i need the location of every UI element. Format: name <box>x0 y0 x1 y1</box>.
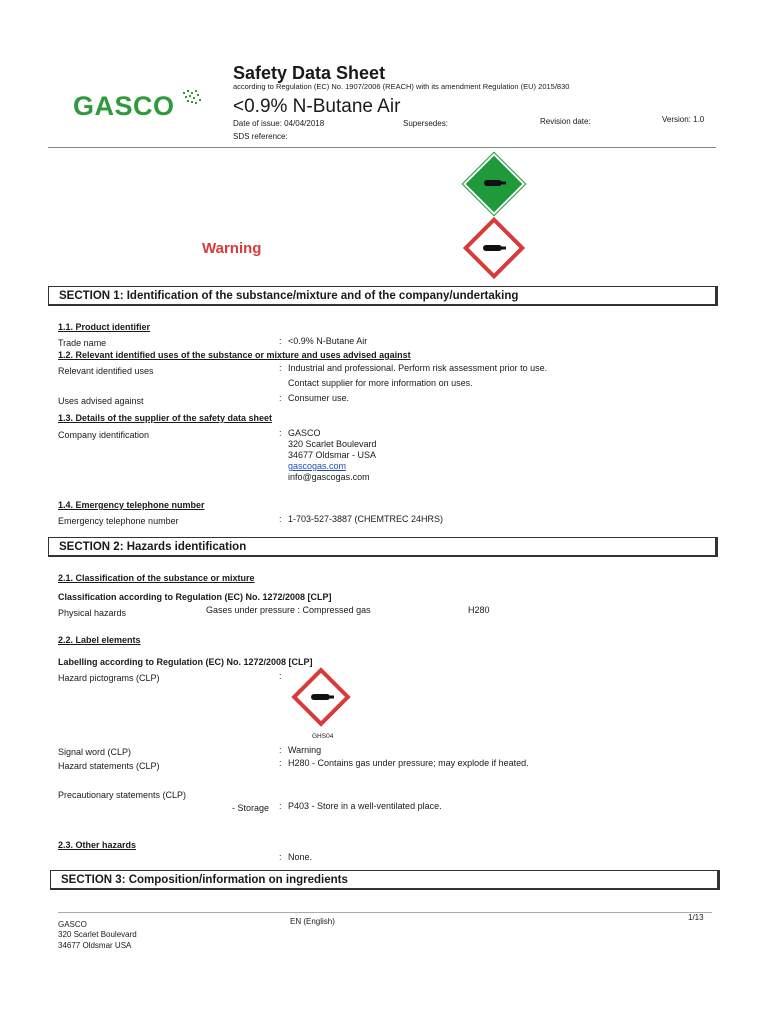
signal-word-banner: Warning <box>202 240 262 257</box>
relevant-uses-line1: Industrial and professional. Perform risk assessment prior to use. <box>288 363 548 373</box>
colon: : <box>279 393 282 403</box>
colon: : <box>279 745 282 755</box>
section-3-header: SECTION 3: Composition/information on ingredients <box>50 870 720 890</box>
colon: : <box>279 671 282 681</box>
ghs04-cylinder-glyph <box>307 689 337 705</box>
hazard-statements-label: Hazard statements (CLP) <box>58 761 160 771</box>
company-address-1: 320 Scarlet Boulevard <box>288 439 377 449</box>
supersedes: Supersedes: <box>403 119 448 128</box>
version: Version: 1.0 <box>662 115 705 124</box>
s12-title: 1.2. Relevant identified uses of the substance or mixture and uses advised against <box>58 350 411 360</box>
storage-label: - Storage <box>232 803 270 813</box>
footer-address-1: 320 Scarlet Boulevard <box>58 930 137 939</box>
hazard-statements-value: H280 - Contains gas under pressure; may explode if heated. <box>288 758 529 768</box>
trade-name-label: Trade name <box>58 338 107 348</box>
classification-heading: Classification according to Regulation (EC) No. 1272/2008 [CLP] <box>58 592 332 602</box>
company-website-link[interactable]: gascogas.com <box>288 461 347 471</box>
colon: : <box>279 852 282 862</box>
other-hazards-value: None. <box>288 852 313 862</box>
regulation-line: according to Regulation (EC) No. 1907/2006 (REACH) with its amendment Regulation (EU) 2015/830 <box>233 82 570 91</box>
storage-value: P403 - Store in a well-ventilated place. <box>288 801 442 811</box>
footer-language: EN (English) <box>290 917 335 926</box>
section-2-header: SECTION 2: Hazards identification <box>48 537 718 557</box>
footer-divider <box>58 912 712 913</box>
document-title: Safety Data Sheet <box>233 63 386 83</box>
s22-title: 2.2. Label elements <box>58 635 141 645</box>
company-name: GASCO <box>288 428 321 438</box>
product-title: <0.9% N-Butane Air <box>233 96 401 117</box>
colon: : <box>279 363 282 373</box>
company-label: Company identification <box>58 430 150 440</box>
revision-date: Revision date: <box>540 117 591 126</box>
colon: : <box>279 758 282 768</box>
section-1-header: SECTION 1: Identification of the substance/mixture and of the company/undertaking <box>48 286 718 306</box>
advised-against-label: Uses advised against <box>58 396 144 406</box>
advised-against-value: Consumer use. <box>288 393 350 403</box>
red-cylinder-glyph <box>479 240 509 256</box>
physical-hazards-label: Physical hazards <box>58 608 127 618</box>
pictograms-label: Hazard pictograms (CLP) <box>58 673 160 683</box>
labelling-heading: Labelling according to Regulation (EC) No. 1272/2008 [CLP] <box>58 657 313 667</box>
footer-address-2: 34677 Oldsmar USA <box>58 941 132 950</box>
s23-title: 2.3. Other hazards <box>58 840 137 850</box>
s11-title: 1.1. Product identifier <box>58 322 151 332</box>
company-address-2: 34677 Oldsmar - USA <box>288 450 377 460</box>
page-number: 1/13 <box>688 913 704 922</box>
date-of-issue: Date of issue: 04/04/2018 <box>233 119 325 128</box>
colon: : <box>279 801 282 811</box>
s21-title: 2.1. Classification of the substance or mixture <box>58 573 255 583</box>
colon: : <box>279 336 282 346</box>
company-email: info@gascogas.com <box>288 472 370 482</box>
physical-hazards-value: Gases under pressure : Compressed gas <box>206 605 371 615</box>
precautionary-label: Precautionary statements (CLP) <box>58 790 187 800</box>
trade-name-value: <0.9% N-Butane Air <box>288 336 368 346</box>
footer-company: GASCO <box>58 920 87 929</box>
colon: : <box>279 514 282 524</box>
colon: : <box>279 428 282 438</box>
s14-title: 1.4. Emergency telephone number <box>58 500 205 510</box>
header-divider <box>48 147 716 148</box>
pictogram-code: GHS04 <box>312 733 334 740</box>
signal-word-label: Signal word (CLP) <box>58 747 132 757</box>
s13-title: 1.3. Details of the supplier of the safety data sheet <box>58 413 273 423</box>
relevant-uses-label: Relevant identified uses <box>58 366 154 376</box>
logo-text: GASCO <box>73 91 175 121</box>
relevant-uses-line2: Contact supplier for more information on uses. <box>288 378 473 388</box>
gasco-logo <box>73 88 213 122</box>
green-cylinder-glyph <box>479 175 509 191</box>
emergency-value: 1-703-527-3887 (CHEMTREC 24HRS) <box>288 514 444 524</box>
emergency-label: Emergency telephone number <box>58 516 179 526</box>
sds-reference: SDS reference: <box>233 132 288 141</box>
physical-hazards-code: H280 <box>468 605 490 615</box>
signal-word-value: Warning <box>288 745 322 755</box>
